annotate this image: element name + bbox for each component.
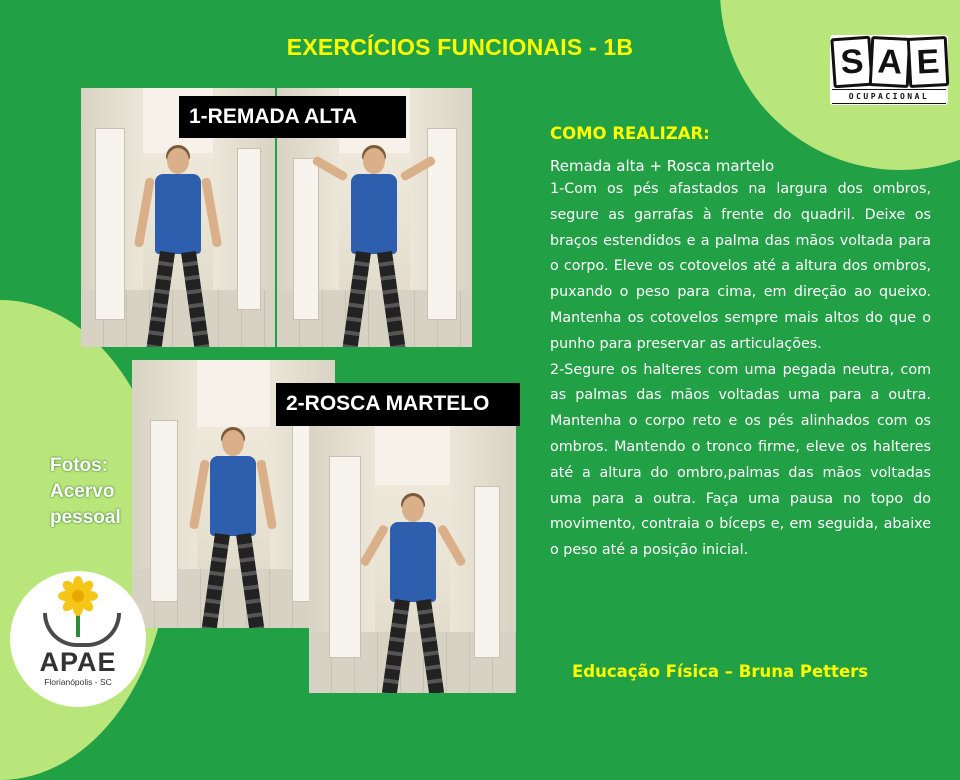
sae-letter-s: S [830, 36, 873, 89]
label-rosca-martelo: 2-ROSCA MARTELO [276, 383, 520, 426]
person-figure [221, 430, 245, 628]
slide-title: EXERCÍCIOS FUNCIONAIS - 1B [286, 34, 634, 60]
photo-credit-line-2: Acervo [50, 481, 115, 502]
sae-logo-subtitle: OCUPACIONAL [832, 89, 946, 104]
photo-rosca-martelo-curl [309, 416, 516, 693]
instructions-subtitle: Remada alta + Rosca martelo [550, 157, 775, 175]
instructions-body [550, 177, 931, 564]
instructions-paragraph-2: 2-Segure os halteres com uma pegada neutra, com as palmas das mãos voltadas uma para a outra. Mantenha o corpo reto e os pés alinhados com os ombros. Mantendo o tronco firme, eleve os halteres até a altura do ombro,palmas das mãos voltadas uma para a outra. Faça uma pausa no topo do movimento, contraia o bíceps e, em seguida, abaixe o peso até a posição inicial. [550, 361, 931, 559]
apae-logo-name: APAE [39, 647, 117, 677]
person-figure [401, 496, 425, 693]
label-remada-alta: 1-REMADA ALTA [179, 96, 406, 138]
apae-logo-city: Florianópolis - SC [44, 677, 112, 687]
photo-credit [50, 453, 140, 531]
sae-letter-a: A [869, 36, 912, 88]
hands-icon [43, 613, 121, 647]
instructions-heading: COMO REALIZAR: [550, 124, 710, 143]
sae-logo [830, 35, 948, 105]
author-credit: Educação Física – Bruna Petters [572, 662, 869, 681]
photo-credit-line-3: pessoal [50, 507, 121, 528]
photo-credit-line-1: Fotos: [50, 455, 109, 476]
apae-logo [10, 571, 146, 707]
sae-letter-e: E [907, 36, 950, 88]
person-figure [362, 148, 386, 347]
sae-logo-letters [832, 37, 946, 85]
person-figure [166, 148, 190, 347]
instructions-paragraph-1: 1-Com os pés afastados na largura dos ombros, segure as garrafas à frente do quadril. Deixe os braços estendidos e a palma das mãos voltada para o corpo. Eleve os cotovelos até a altura dos ombros, puxando o peso para cima, em direção ao queixo. Mantenha os cotovelos sempre mais altos do que o punho para preservar as articulações. [550, 181, 931, 352]
